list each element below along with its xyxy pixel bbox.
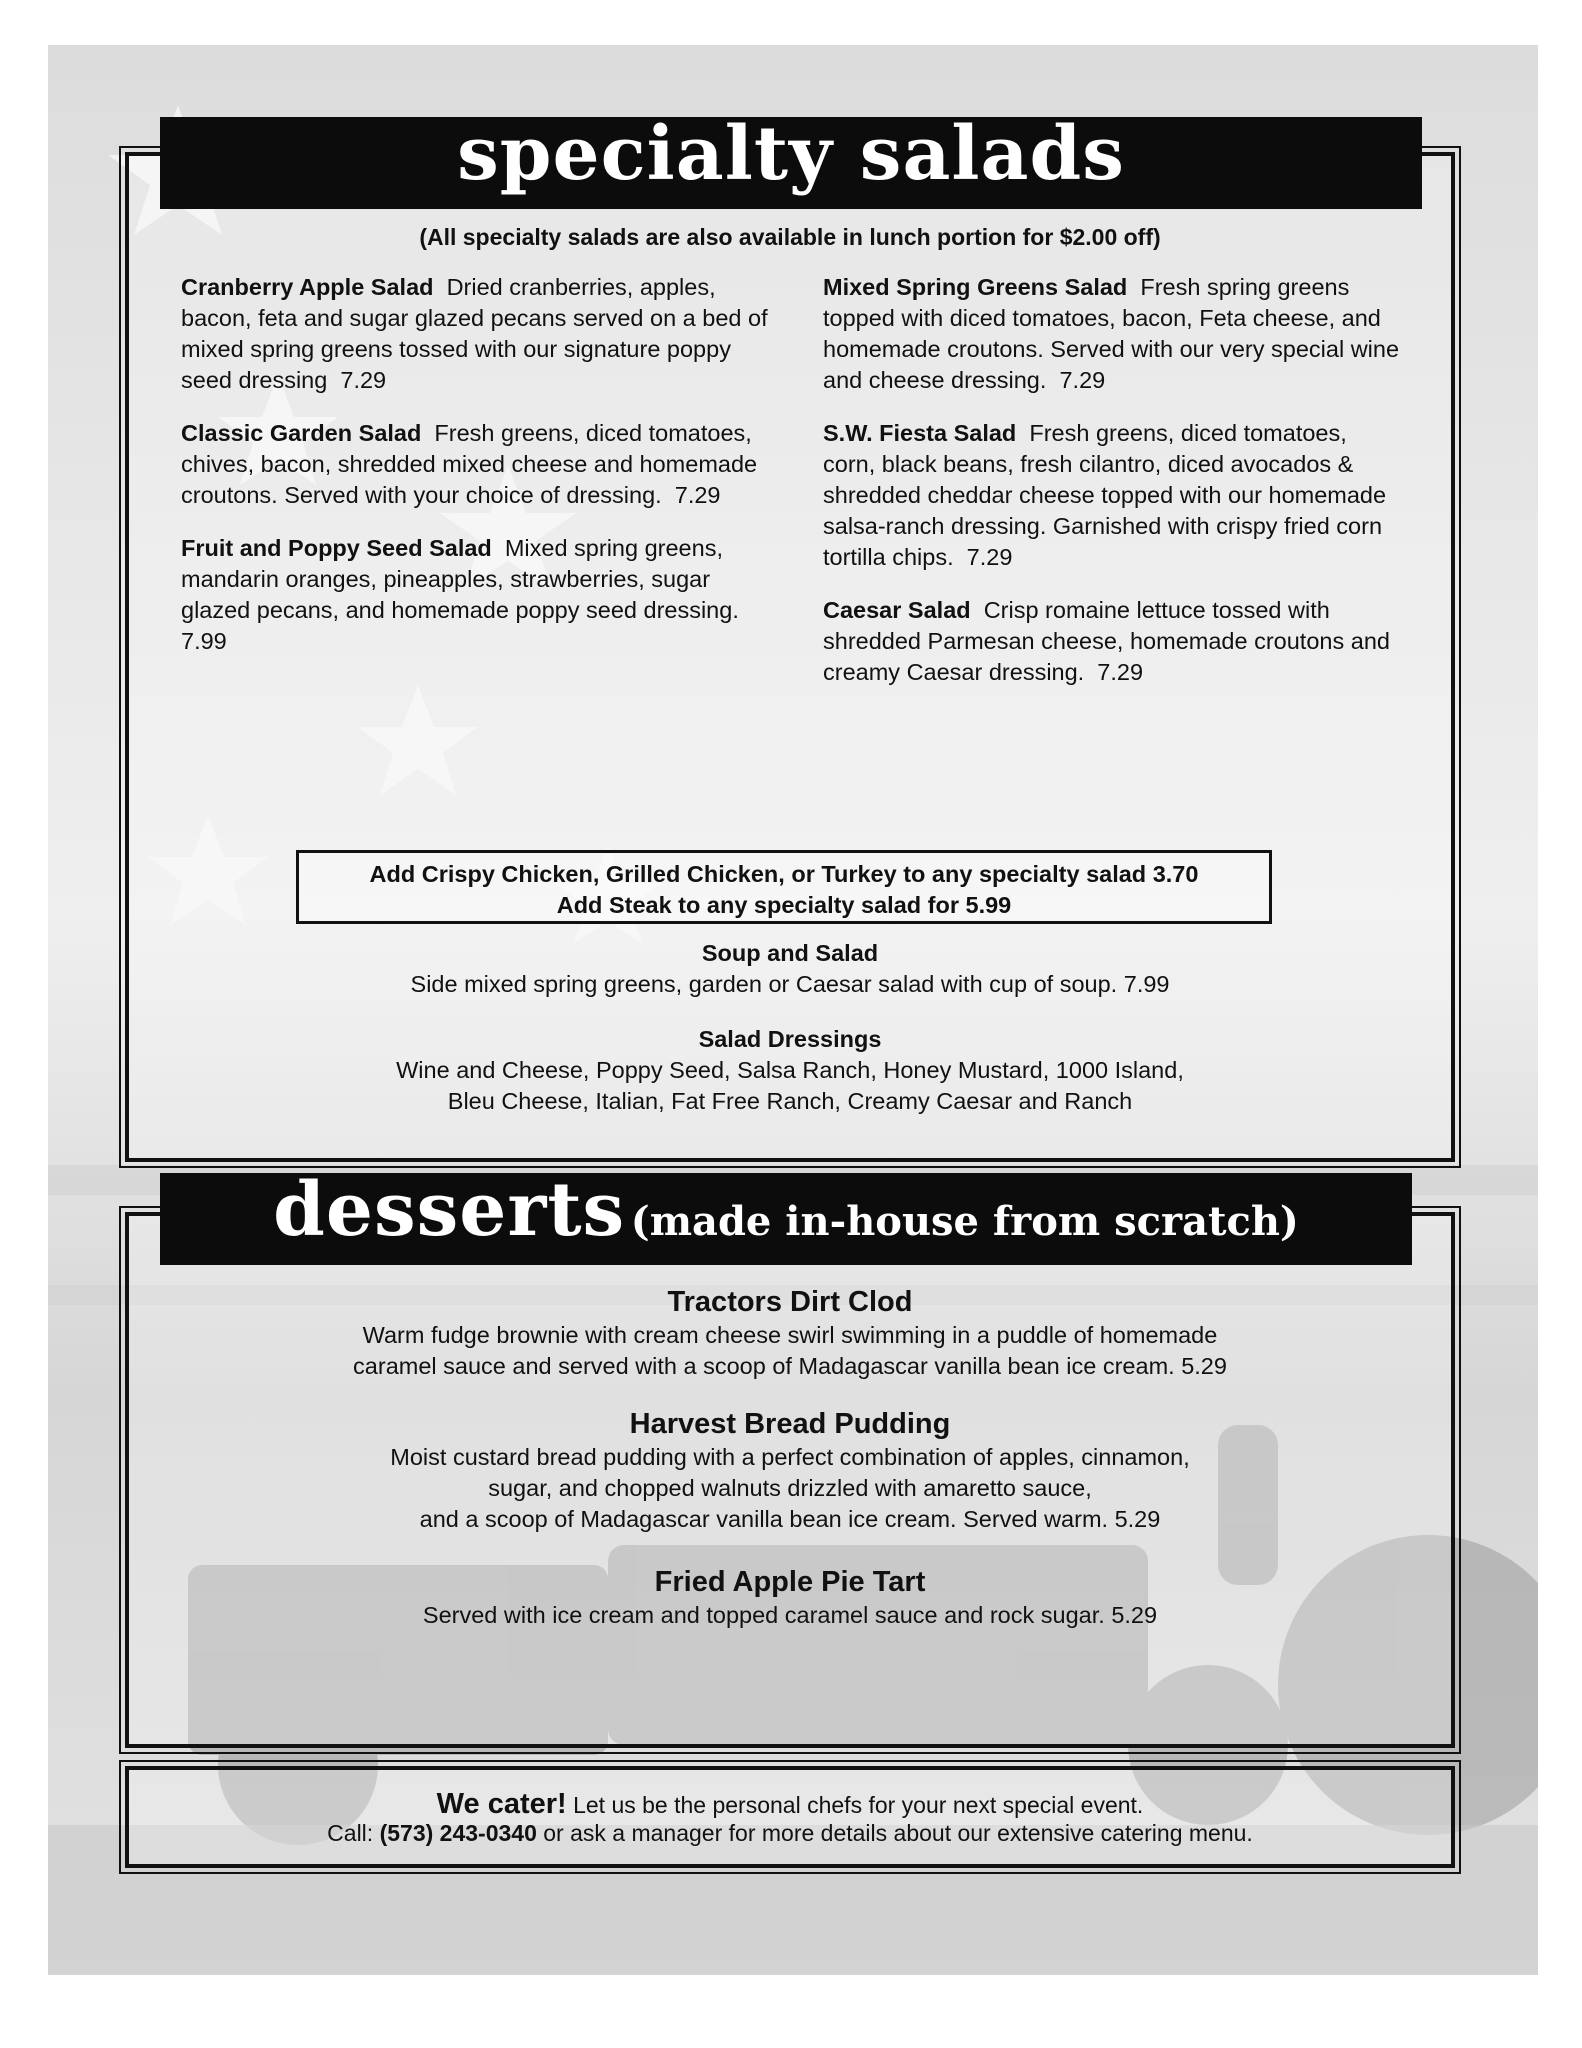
soup-and-salad: [129, 938, 1451, 1000]
dessert-name: Tractors Dirt Clod: [667, 1286, 913, 1318]
catering-headline: We cater!: [436, 1788, 567, 1820]
salad-desc: Fresh greens, diced tomatoes, corn, black beans, fresh cilantro, diced avocados & shredded cheddar cheese topped with our homemade salsa-ranch dressing. Garnished with crispy fried corn tortilla chips.: [823, 420, 1387, 570]
salads-right-column: [823, 272, 1403, 710]
salad-item: [823, 418, 1403, 573]
dessert-desc-line: caramel sauce and served with a scoop of Madagascar vanilla bean ice cream. 5.29: [353, 1353, 1227, 1379]
salad-price: 7.29: [966, 544, 1013, 570]
dessert-desc-line: sugar, and chopped walnuts drizzled with amaretto sauce,: [488, 1475, 1092, 1501]
salad-name: Mixed Spring Greens Salad: [823, 274, 1128, 300]
dressings-line: Bleu Cheese, Italian, Fat Free Ranch, Creamy Caesar and Ranch: [447, 1088, 1133, 1114]
dessert-item: [129, 1284, 1451, 1382]
salads-panel: [125, 152, 1455, 1162]
salad-price: 7.29: [674, 482, 721, 508]
phone-number[interactable]: (573) 243-0340: [379, 1820, 537, 1846]
salad-name: S.W. Fiesta Salad: [823, 420, 1017, 446]
call-label: Call:: [327, 1820, 374, 1846]
salad-price: 7.99: [181, 628, 227, 654]
catering-panel: [125, 1766, 1455, 1868]
salad-item: [181, 418, 781, 511]
salad-price: 7.29: [1059, 367, 1106, 393]
dessert-item: [129, 1406, 1451, 1535]
desserts-subtitle: (made in-house from scratch): [630, 1198, 1299, 1245]
catering-text: [129, 1790, 1451, 1847]
lunch-portion-note: (All specialty salads are also available in lunch portion for $2.00 off): [419, 224, 1161, 250]
salad-item: [823, 272, 1403, 396]
salad-item: [181, 272, 781, 396]
desserts-panel: [125, 1212, 1455, 1748]
salad-desc: Fresh greens, diced tomatoes, chives, bacon, shredded mixed cheese and homemade croutons. Served with your choice of dressing.: [181, 420, 758, 508]
addon-line: Add Steak to any specialty salad for 5.99: [556, 892, 1012, 918]
catering-tagline: Let us be the personal chefs for your next special event.: [573, 1792, 1144, 1818]
dessert-desc-line: Moist custard bread pudding with a perfect combination of apples, cinnamon,: [390, 1444, 1190, 1470]
dessert-desc-line: Warm fudge brownie with cream cheese swirl swimming in a puddle of homemade: [362, 1322, 1218, 1348]
dessert-desc-line: and a scoop of Madagascar vanilla bean ice cream. Served warm. 5.29: [419, 1506, 1161, 1532]
desserts-title: desserts: [273, 1167, 626, 1253]
salads-banner: [160, 111, 1422, 209]
dessert-name: Fried Apple Pie Tart: [654, 1566, 926, 1598]
add-protein-box: [296, 850, 1272, 924]
salad-name: Classic Garden Salad: [181, 420, 422, 446]
salad-name: Fruit and Poppy Seed Salad: [181, 535, 492, 561]
catering-rest: or ask a manager for more details about our extensive catering menu.: [543, 1820, 1253, 1846]
dessert-item: [129, 1564, 1451, 1631]
desserts-banner: [160, 1167, 1412, 1265]
dessert-name: Harvest Bread Pudding: [629, 1408, 951, 1440]
salad-price: 7.29: [1097, 659, 1144, 685]
salads-title: specialty salads: [457, 111, 1125, 197]
salad-item: [823, 595, 1403, 688]
salad-name: Cranberry Apple Salad: [181, 274, 434, 300]
salads-left-column: [181, 272, 781, 679]
salad-desc: Dried cranberries, apples, bacon, feta and sugar glazed pecans served on a bed of mixed spring greens tossed with our signature poppy seed dressing: [181, 274, 768, 393]
salad-item: [181, 533, 781, 657]
salad-desc: Mixed spring greens, mandarin oranges, pineapples, strawberries, sugar glazed pecans, and homemade poppy seed dressing.: [181, 535, 739, 623]
addon-line: Add Crispy Chicken, Grilled Chicken, or Turkey to any specialty salad 3.70: [369, 861, 1199, 887]
soup-salad-title: Soup and Salad: [701, 940, 879, 966]
salad-name: Caesar Salad: [823, 597, 971, 623]
salad-price: 7.29: [340, 367, 387, 393]
dressings-line: Wine and Cheese, Poppy Seed, Salsa Ranch, Honey Mustard, 1000 Island,: [396, 1057, 1184, 1083]
dressings-title: Salad Dressings: [698, 1026, 882, 1052]
dessert-desc-line: Served with ice cream and topped caramel sauce and rock sugar. 5.29: [422, 1602, 1158, 1628]
salad-desc: Fresh spring greens topped with diced tomatoes, bacon, Feta cheese, and homemade croutons. Served with our very special wine and cheese dressing.: [823, 274, 1400, 393]
salad-desc: Crisp romaine lettuce tossed with shredded Parmesan cheese, homemade croutons and creamy Caesar dressing.: [823, 597, 1390, 685]
soup-salad-desc: Side mixed spring greens, garden or Caesar salad with cup of soup. 7.99: [410, 971, 1170, 997]
salad-dressings: [129, 1024, 1451, 1117]
